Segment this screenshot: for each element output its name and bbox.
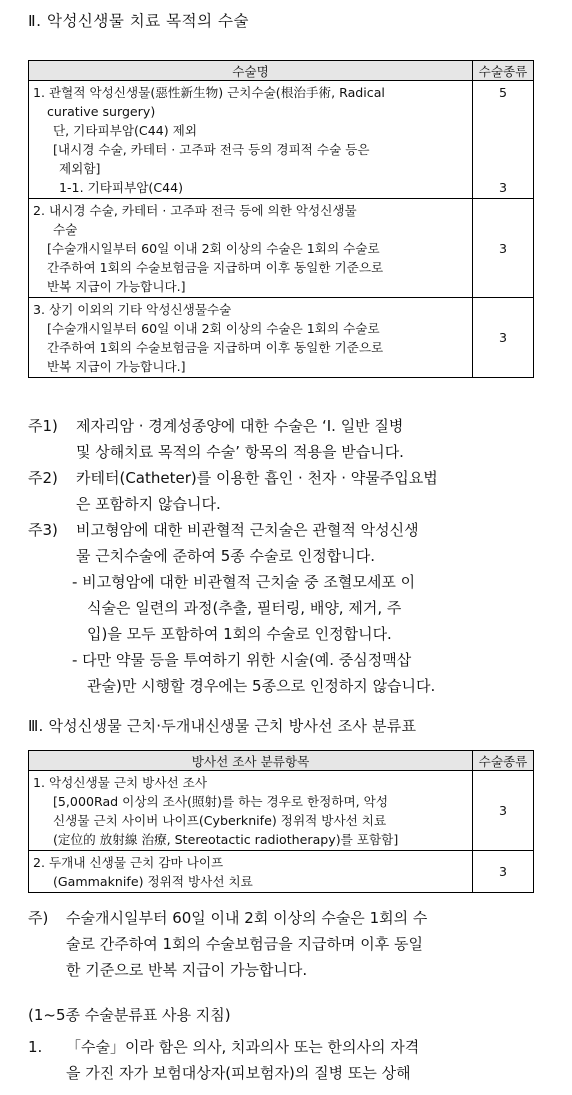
row-3-line: 간주하여 1회의 수술보험금을 지급하며 이후 동일한 기준으로 [47, 340, 384, 355]
note-line: 한 기준으로 반복 지급이 가능합니다. [66, 961, 308, 979]
row-1-line: 1-1. 기타피부암(C44) [59, 180, 184, 195]
subnote-2 [28, 647, 540, 699]
table-row [29, 771, 534, 851]
radiation-row-1-line: 1. 악성신생물 근치 방사선 조사 [33, 775, 208, 790]
note-label: 주1) [28, 417, 58, 435]
note-line: 및 상해치료 목적의 수술’ 항목의 적용을 받습니다. [76, 443, 404, 461]
note-line: 술로 간주하여 1회의 수술보험금을 지급하며 이후 동일 [66, 935, 423, 953]
radiation-row-1-line: (定位的 放射線 治療, Stereotactic radiotherapy)를 포함함] [53, 832, 399, 847]
subnote-line: - 다만 약물 등을 투여하기 위한 시술(예. 중심정맥삽 [72, 651, 412, 669]
guide-title: (1~5종 수술분류표 사용 지침) [28, 1006, 231, 1024]
column-header-surgery-name: 수술명 [29, 61, 473, 81]
radiation-item-cell [29, 851, 473, 893]
column-header-surgery-kind: 수술종류 [473, 61, 534, 81]
subnote-1 [28, 569, 540, 647]
radiation-table [28, 750, 534, 893]
surgery-name-cell [29, 298, 473, 378]
row-1-line: 단, 기타피부암(C44) 제외 [53, 123, 197, 138]
guide-item-label: 1. [28, 1038, 43, 1056]
row-2-line: 반복 지급이 가능합니다.] [47, 279, 186, 294]
surgery-kind-value: 3 [473, 851, 534, 893]
section-3-title: Ⅲ. 악성신생물 근치·두개내신생물 근치 방사선 조사 분류표 [28, 717, 417, 735]
note-line: 제자리암 · 경계성종양에 대한 수술은 ‘Ⅰ. 일반 질병 [76, 417, 404, 435]
radiation-row-2-line: (Gammaknife) 정위적 방사선 치료 [53, 874, 253, 889]
section-3-note [28, 905, 540, 983]
row-2-line: 수술 [53, 222, 78, 237]
section-2-notes [28, 413, 540, 699]
note-3 [28, 517, 540, 569]
surgery-kind-value: 5 [498, 85, 507, 100]
row-2-line: 간주하여 1회의 수술보험금을 지급하며 이후 동일한 기준으로 [47, 260, 384, 275]
row-3-line: [수술개시일부터 60일 이내 2회 이상의 수술은 1회의 수술로 [47, 321, 380, 336]
note-1 [28, 413, 540, 465]
note-label: 주) [28, 909, 49, 927]
radiation-row-2-line: 2. 두개내 신생물 근치 감마 나이프 [33, 855, 224, 870]
surgery-name-cell [29, 199, 473, 298]
row-1-line: [내시경 수술, 카테터 · 고주파 전극 등의 경피적 수술 등은 [53, 142, 370, 157]
row-1-line: 제외함] [59, 161, 101, 176]
column-header-radiation-item: 방사선 조사 분류항목 [29, 751, 473, 771]
row-2-line: 2. 내시경 수술, 카테터 · 고주파 전극 등에 의한 악성신생물 [33, 203, 357, 218]
subnote-line: 식술은 일련의 과정(추출, 필터링, 배양, 제거, 주 [87, 599, 402, 617]
surgery-kind-value: 3 [473, 199, 534, 298]
table-row [29, 298, 534, 378]
note-line: 비고형암에 대한 비관혈적 근치술은 관혈적 악성신생 [76, 521, 419, 539]
table-row [29, 851, 534, 893]
note-2 [28, 465, 540, 517]
surgery-kind-value: 3 [498, 180, 507, 195]
note-line: 카테터(Catheter)를 이용한 흡인 · 천자 · 약물주입요법 [76, 469, 438, 487]
section-2-title: Ⅱ. 악성신생물 치료 목적의 수술 [28, 12, 249, 30]
surgery-name-cell [29, 81, 473, 199]
radiation-row-1-line: 신생물 근치 사이버 나이프(Cyberknife) 정위적 방사선 치료 [53, 813, 387, 828]
subnote-line: 입)을 모두 포함하여 1회의 수술로 인정합니다. [87, 625, 392, 643]
row-1-line: 1. 관혈적 악성신생물(惡性新生物) 근치수술(根治手術, Radical [33, 85, 385, 100]
subnote-line: - 비고형암에 대한 비관혈적 근치술 중 조혈모세포 이 [72, 573, 416, 591]
row-3-line: 3. 상기 이외의 기타 악성신생물수술 [33, 302, 232, 317]
surgery-table [28, 60, 534, 378]
note-line: 물 근치수술에 준하여 5종 수술로 인정합니다. [76, 547, 375, 565]
row-2-line: [수술개시일부터 60일 이내 2회 이상의 수술은 1회의 수술로 [47, 241, 380, 256]
subnote-line: 관술)만 시행할 경우에는 5종으로 인정하지 않습니다. [87, 677, 436, 695]
surgery-kind-cell [473, 81, 534, 199]
column-header-surgery-kind: 수술종류 [473, 751, 534, 771]
radiation-row-1-line: [5,000Rad 이상의 조사(照射)를 하는 경우로 한정하며, 악성 [53, 794, 389, 809]
table-row [29, 199, 534, 298]
guide-line: 을 가진 자가 보험대상자(피보험자)의 질병 또는 상해 [66, 1064, 411, 1082]
note-line: 은 포함하지 않습니다. [76, 495, 221, 513]
table-row [29, 81, 534, 199]
guide-line: 「수술」이라 함은 의사, 치과의사 또는 한의사의 자격 [66, 1038, 420, 1056]
note-line: 수술개시일부터 60일 이내 2회 이상의 수술은 1회의 수 [66, 909, 428, 927]
radiation-item-cell [29, 771, 473, 851]
note-label: 주3) [28, 521, 58, 539]
row-1-line: curative surgery) [47, 104, 156, 119]
guide-section [28, 1002, 540, 1086]
surgery-kind-value: 3 [473, 771, 534, 851]
note-label: 주2) [28, 469, 58, 487]
row-3-line: 반복 지급이 가능합니다.] [47, 359, 186, 374]
surgery-kind-value: 3 [473, 298, 534, 378]
